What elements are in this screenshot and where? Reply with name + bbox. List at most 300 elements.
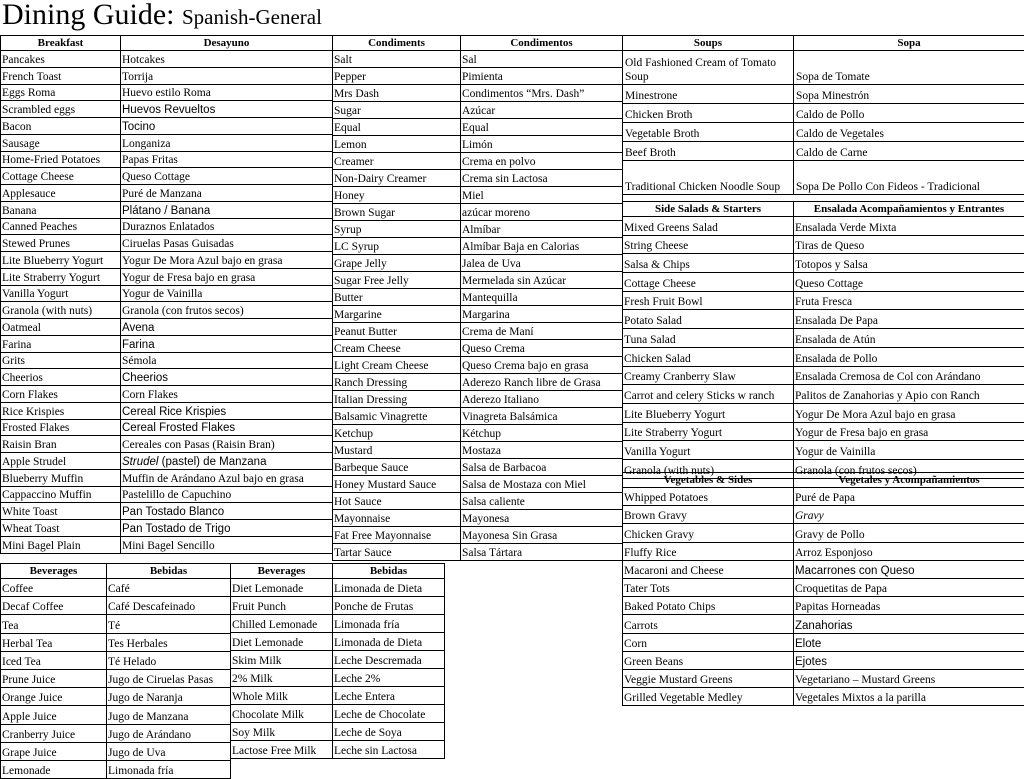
english-cell: Chocolate Milk — [231, 705, 333, 723]
english-cell: Hot Sauce — [333, 493, 461, 510]
english-cell: Farina — [1, 335, 121, 352]
english-cell: Canned Peaches — [1, 218, 121, 235]
header-row — [333, 36, 623, 51]
column-header: Ensalada Acompañamientos y Entrantes — [794, 202, 1024, 217]
table-row — [1, 218, 333, 235]
spanish-cell: Ensalada de Pollo — [794, 347, 1024, 366]
english-cell: Whipped Potatoes — [623, 488, 794, 506]
english-cell: Whole Milk — [231, 687, 333, 705]
table-row — [1, 402, 333, 419]
spanish-cell: Yogur De Mora Azul bajo en grasa — [794, 403, 1024, 422]
table-row — [623, 142, 1024, 161]
column-header: Condimentos — [461, 36, 623, 51]
english-cell: Minestrone — [623, 85, 794, 104]
english-cell: Mini Bagel Plain — [1, 536, 121, 553]
spanish-cell: Almíbar — [461, 221, 623, 238]
english-cell: White Toast — [1, 503, 121, 520]
spanish-cell: Queso Cottage — [794, 273, 1024, 292]
spanish-cell: Cheerios — [121, 369, 333, 386]
table-row — [623, 217, 1024, 236]
spanish-cell: Leche Entera — [333, 687, 445, 705]
spanish-cell: Leche de Soya — [333, 723, 445, 741]
table-row — [623, 597, 1024, 615]
spanish-cell: Corn Flakes — [121, 386, 333, 403]
table-row — [333, 51, 623, 68]
table-row — [1, 536, 333, 553]
spanish-cell: Jugo de Uva — [107, 742, 231, 760]
spanish-cell: Vegetales Mixtos a la parilla — [794, 688, 1024, 706]
english-cell: Baked Potato Chips — [623, 597, 794, 615]
english-cell: Vanilla Yogurt — [623, 441, 794, 460]
english-cell: Old Fashioned Cream of Tomato Soup — [623, 51, 794, 85]
spanish-cell: Palitos de Zanahorias y Apio con Ranch — [794, 385, 1024, 404]
spanish-cell: Granola (con frutos secos) — [121, 302, 333, 319]
english-cell: Applesauce — [1, 185, 121, 202]
table-row — [1, 235, 333, 252]
spanish-cell: Mostaza — [461, 442, 623, 459]
table-row — [623, 560, 1024, 578]
english-cell: Mrs Dash — [333, 85, 461, 102]
table-row — [623, 524, 1024, 542]
spanish-cell: Vinagreta Balsámica — [461, 408, 623, 425]
spanish-cell: Yogur de Vainilla — [121, 285, 333, 302]
column-header: Condiments — [333, 36, 461, 51]
english-cell: Diet Lemonade — [231, 579, 333, 597]
spanish-cell: Margarina — [461, 306, 623, 323]
spanish-cell: Elote — [794, 633, 1024, 651]
english-cell: Fruit Punch — [231, 597, 333, 615]
table-row — [333, 408, 623, 425]
spanish-cell: Leche 2% — [333, 669, 445, 687]
table-row — [1, 469, 333, 486]
english-cell: Corn Flakes — [1, 386, 121, 403]
table-row — [623, 51, 1024, 85]
spanish-cell: Yogur de Fresa bajo en grasa — [121, 268, 333, 285]
header-row — [623, 36, 1024, 51]
spanish-cell: Yogur De Mora Azul bajo en grasa — [121, 252, 333, 269]
english-cell: Cappaccino Muffin — [1, 486, 121, 503]
english-cell: Mustard — [333, 442, 461, 459]
english-cell: Pepper — [333, 68, 461, 85]
table-row — [623, 578, 1024, 596]
english-cell: Barbeque Sauce — [333, 459, 461, 476]
table-row — [623, 347, 1024, 366]
table-row — [333, 442, 623, 459]
english-cell: Chicken Broth — [623, 104, 794, 123]
column-header: Bebidas — [333, 564, 445, 579]
table-row — [623, 123, 1024, 142]
table-row — [623, 273, 1024, 292]
english-cell: Carrots — [623, 615, 794, 633]
spanish-cell: Mermelada sin Azúcar — [461, 272, 623, 289]
spanish-cell: Yogur de Fresa bajo en grasa — [794, 422, 1024, 441]
english-cell: Light Cream Cheese — [333, 357, 461, 374]
english-cell: LC Syrup — [333, 238, 461, 255]
spanish-cell: Hotcakes — [121, 51, 333, 68]
spanish-cell: Limonada fría — [107, 760, 231, 778]
spanish-cell: Mantequilla — [461, 289, 623, 306]
english-cell: Salt — [333, 51, 461, 68]
english-cell: Tuna Salad — [623, 329, 794, 348]
english-cell: Beef Broth — [623, 142, 794, 161]
spanish-cell: Vegetariano – Mustard Greens — [794, 669, 1024, 687]
spanish-cell: Jugo de Manzana — [107, 706, 231, 724]
table-row — [1, 168, 333, 185]
spanish-cell: Longaniza — [121, 134, 333, 151]
english-cell: Home-Fried Potatoes — [1, 151, 121, 168]
table-row — [333, 272, 623, 289]
english-cell: Cream Cheese — [333, 340, 461, 357]
english-cell: Rice Krispies — [1, 402, 121, 419]
english-cell: Vegetable Broth — [623, 123, 794, 142]
table-row — [1, 252, 333, 269]
spanish-cell: Papitas Horneadas — [794, 597, 1024, 615]
english-cell: Granola (with nuts) — [623, 459, 794, 478]
spanish-cell: Tocino — [121, 118, 333, 135]
table-row — [623, 542, 1024, 560]
spanish-cell: Cereal Rice Krispies — [121, 402, 333, 419]
table-row — [623, 366, 1024, 385]
english-cell: Cranberry Juice — [1, 724, 107, 742]
english-cell: Scrambled eggs — [1, 101, 121, 118]
english-cell: French Toast — [1, 67, 121, 84]
table-row — [1, 84, 333, 101]
english-cell: Equal — [333, 119, 461, 136]
table-row — [333, 170, 623, 187]
header-row — [1, 36, 333, 51]
spanish-cell: Café — [107, 579, 231, 597]
table-row — [333, 289, 623, 306]
english-cell: Traditional Chicken Noodle Soup — [623, 161, 794, 195]
spanish-cell: Cereal Frosted Flakes — [121, 419, 333, 436]
english-cell: Lemon — [333, 136, 461, 153]
spanish-cell: Condimentos “Mrs. Dash” — [461, 85, 623, 102]
english-cell: Vanilla Yogurt — [1, 285, 121, 302]
spanish-cell: Totopos y Salsa — [794, 254, 1024, 273]
table-row — [1, 486, 333, 503]
table-row — [623, 291, 1024, 310]
table-row — [1, 285, 333, 302]
table-row — [231, 579, 445, 597]
soups-table — [622, 35, 1024, 195]
spanish-cell: Strudel (pastel) de Manzana — [121, 453, 333, 470]
spanish-cell: Mini Bagel Sencillo — [121, 536, 333, 553]
vegetables-table — [622, 472, 1024, 706]
english-cell: Lactose Free Milk — [231, 741, 333, 759]
spanish-cell: Ensalada De Papa — [794, 310, 1024, 329]
spanish-cell: Azúcar — [461, 102, 623, 119]
spanish-cell: Miel — [461, 187, 623, 204]
english-cell: Fluffy Rice — [623, 542, 794, 560]
table-row — [623, 385, 1024, 404]
table-row — [1, 335, 333, 352]
table-row — [333, 187, 623, 204]
table-row — [1, 352, 333, 369]
spanish-cell: Avena — [121, 319, 333, 336]
spanish-cell: Ensalada de Atún — [794, 329, 1024, 348]
english-cell: Wheat Toast — [1, 520, 121, 537]
spanish-cell: Limón — [461, 136, 623, 153]
spanish-cell: Mayonesa Sin Grasa — [461, 527, 623, 544]
table-row — [333, 374, 623, 391]
spanish-cell: Crema sin Lactosa — [461, 170, 623, 187]
english-cell: Raisin Bran — [1, 436, 121, 453]
table-row — [333, 425, 623, 442]
english-cell: Fresh Fruit Bowl — [623, 291, 794, 310]
english-cell: Sugar — [333, 102, 461, 119]
english-cell: Honey Mustard Sauce — [333, 476, 461, 493]
table-row — [623, 254, 1024, 273]
table-row — [623, 488, 1024, 506]
table-row — [1, 436, 333, 453]
column-header: Bebidas — [107, 564, 231, 579]
english-cell: Grape Jelly — [333, 255, 461, 272]
english-cell: Mayonnaise — [333, 510, 461, 527]
english-cell: Sausage — [1, 134, 121, 151]
english-cell: Peanut Butter — [333, 323, 461, 340]
english-cell: Apple Juice — [1, 706, 107, 724]
spanish-cell: Duraznos Enlatados — [121, 218, 333, 235]
header-row — [1, 564, 231, 579]
table-row — [1, 118, 333, 135]
table-row — [1, 302, 333, 319]
table-row — [1, 369, 333, 386]
english-cell: Lite Straberry Yogurt — [623, 422, 794, 441]
table-row — [1, 268, 333, 285]
english-cell: Herbal Tea — [1, 633, 107, 651]
table-row — [333, 119, 623, 136]
english-cell: Sugar Free Jelly — [333, 272, 461, 289]
english-cell: Syrup — [333, 221, 461, 238]
english-cell: Honey — [333, 187, 461, 204]
table-row — [231, 705, 445, 723]
table-row — [1, 419, 333, 436]
spanish-cell: Caldo de Vegetales — [794, 123, 1024, 142]
table-row — [623, 506, 1024, 524]
english-cell: Ketchup — [333, 425, 461, 442]
english-cell: Creamy Cranberry Slaw — [623, 366, 794, 385]
table-row — [333, 255, 623, 272]
spanish-cell: Crema de Maní — [461, 323, 623, 340]
table-row — [1, 185, 333, 202]
table-row — [333, 459, 623, 476]
table-row — [231, 615, 445, 633]
table-row — [1, 579, 231, 597]
table-row — [333, 510, 623, 527]
table-row — [231, 687, 445, 705]
table-row — [1, 633, 231, 651]
table-row — [333, 136, 623, 153]
column-header: Beverages — [231, 564, 333, 579]
table-row — [623, 85, 1024, 104]
table-row — [1, 319, 333, 336]
table-row — [333, 85, 623, 102]
table-row — [333, 357, 623, 374]
table-row — [623, 310, 1024, 329]
english-cell: Apple Strudel — [1, 453, 121, 470]
column-header: Vegetales y Acompañamientos — [794, 473, 1024, 488]
english-cell: Corn — [623, 633, 794, 651]
english-cell: Tartar Sauce — [333, 544, 461, 561]
spanish-cell: Mayonesa — [461, 510, 623, 527]
spanish-cell: Equal — [461, 119, 623, 136]
english-cell: Chicken Salad — [623, 347, 794, 366]
english-cell: Macaroni and Cheese — [623, 560, 794, 578]
english-cell: Pancakes — [1, 51, 121, 68]
table-row — [333, 340, 623, 357]
header-row — [231, 564, 445, 579]
beverages-table-2 — [230, 563, 444, 759]
table-row — [333, 68, 623, 85]
spanish-cell: Jalea de Uva — [461, 255, 623, 272]
column-header: Breakfast — [1, 36, 121, 51]
spanish-cell: Fruta Fresca — [794, 291, 1024, 310]
spanish-cell: Plátano / Banana — [121, 201, 333, 218]
table-row — [623, 669, 1024, 687]
spanish-cell: Tes Herbales — [107, 633, 231, 651]
english-cell: Grits — [1, 352, 121, 369]
spanish-cell: Macarrones con Queso — [794, 560, 1024, 578]
spanish-cell: Pastelillo de Capuchino — [121, 486, 333, 503]
spanish-cell: Jugo de Naranja — [107, 688, 231, 706]
english-cell: Potato Salad — [623, 310, 794, 329]
spanish-cell: Sal — [461, 51, 623, 68]
spanish-cell: Leche sin Lactosa — [333, 741, 445, 759]
spanish-cell: azúcar moreno — [461, 204, 623, 221]
english-cell: Frosted Flakes — [1, 419, 121, 436]
header-row — [623, 473, 1024, 488]
spanish-cell: Salsa de Barbacoa — [461, 459, 623, 476]
table-row — [1, 706, 231, 724]
spanish-cell: Jugo de Ciruelas Pasas — [107, 669, 231, 687]
table-row — [333, 323, 623, 340]
spanish-cell: Queso Crema bajo en grasa — [461, 357, 623, 374]
table-row — [623, 329, 1024, 348]
table-row — [333, 238, 623, 255]
english-cell: Cottage Cheese — [623, 273, 794, 292]
english-cell: 2% Milk — [231, 669, 333, 687]
table-row — [623, 651, 1024, 669]
table-row — [1, 597, 231, 615]
english-cell: Stewed Prunes — [1, 235, 121, 252]
english-cell: Blueberry Muffin — [1, 469, 121, 486]
spanish-cell: Papas Fritas — [121, 151, 333, 168]
spanish-cell: Sémola — [121, 352, 333, 369]
table-row — [1, 453, 333, 470]
spanish-cell: Salsa Tártara — [461, 544, 623, 561]
header-row — [623, 202, 1024, 217]
table-row — [623, 403, 1024, 422]
spanish-cell: Jugo de Arándano — [107, 724, 231, 742]
english-cell: Balsamic Vinagrette — [333, 408, 461, 425]
spanish-cell: Puré de Manzana — [121, 185, 333, 202]
condiments-table — [332, 35, 622, 561]
spanish-cell: Café Descafeinado — [107, 597, 231, 615]
column-header: Side Salads & Starters — [623, 202, 794, 217]
english-cell: Decaf Coffee — [1, 597, 107, 615]
table-row — [623, 422, 1024, 441]
english-cell: Green Beans — [623, 651, 794, 669]
spanish-cell: Torrija — [121, 67, 333, 84]
english-cell: Butter — [333, 289, 461, 306]
english-cell: Fat Free Mayonnaise — [333, 527, 461, 544]
table-row — [333, 204, 623, 221]
english-cell: Mixed Greens Salad — [623, 217, 794, 236]
spanish-cell: Huevos Revueltos — [121, 101, 333, 118]
english-cell: Grilled Vegetable Medley — [623, 688, 794, 706]
english-cell: String Cheese — [623, 235, 794, 254]
spanish-cell: Aderezo Ranch libre de Grasa — [461, 374, 623, 391]
page-title — [2, 0, 322, 36]
english-cell: Grape Juice — [1, 742, 107, 760]
table-row — [333, 527, 623, 544]
spanish-cell: Queso Cottage — [121, 168, 333, 185]
english-cell: Chicken Gravy — [623, 524, 794, 542]
english-cell: Chilled Lemonade — [231, 615, 333, 633]
english-cell: Cottage Cheese — [1, 168, 121, 185]
english-cell: Lite Straberry Yogurt — [1, 268, 121, 285]
table-row — [1, 520, 333, 537]
title-main: Dining Guide: — [2, 0, 175, 31]
table-row — [1, 151, 333, 168]
table-row — [1, 67, 333, 84]
english-cell: Granola (with nuts) — [1, 302, 121, 319]
table-row — [1, 134, 333, 151]
spanish-cell: Salsa caliente — [461, 493, 623, 510]
english-cell: Diet Lemonade — [231, 633, 333, 651]
spanish-cell: Ejotes — [794, 651, 1024, 669]
table-row — [623, 235, 1024, 254]
table-row — [333, 221, 623, 238]
spanish-cell: Cereales con Pasas (Raisin Bran) — [121, 436, 333, 453]
table-row — [1, 688, 231, 706]
table-row — [623, 688, 1024, 706]
english-cell: Cheerios — [1, 369, 121, 386]
spanish-cell: Aderezo Italiano — [461, 391, 623, 408]
spanish-cell: Sopa Minestrón — [794, 85, 1024, 104]
table-row — [333, 493, 623, 510]
table-row — [1, 669, 231, 687]
spanish-cell: Ciruelas Pasas Guisadas — [121, 235, 333, 252]
english-cell: Salsa & Chips — [623, 254, 794, 273]
spanish-cell: Pimienta — [461, 68, 623, 85]
table-row — [333, 153, 623, 170]
table-row — [623, 441, 1024, 460]
english-cell: Tater Tots — [623, 578, 794, 596]
english-cell: Brown Sugar — [333, 204, 461, 221]
spanish-cell: Sopa de Tomate — [794, 51, 1024, 85]
table-row — [1, 386, 333, 403]
spanish-cell: Ensalada Cremosa de Col con Arándano — [794, 366, 1024, 385]
table-row — [231, 633, 445, 651]
table-row — [623, 615, 1024, 633]
spanish-cell: Limonada de Dieta — [333, 633, 445, 651]
spanish-cell: Almíbar Baja en Calorias — [461, 238, 623, 255]
breakfast-table — [0, 35, 332, 554]
table-row — [231, 723, 445, 741]
table-row — [1, 201, 333, 218]
table-row — [1, 651, 231, 669]
table-row — [623, 104, 1024, 123]
column-header: Vegetables & Sides — [623, 473, 794, 488]
spanish-cell: Leche Descremada — [333, 651, 445, 669]
table-row — [1, 742, 231, 760]
column-header: Sopa — [794, 36, 1024, 51]
english-cell: Lemonade — [1, 760, 107, 778]
english-cell: Lite Blueberry Yogurt — [1, 252, 121, 269]
english-cell: Oatmeal — [1, 319, 121, 336]
spanish-cell: Caldo de Pollo — [794, 104, 1024, 123]
